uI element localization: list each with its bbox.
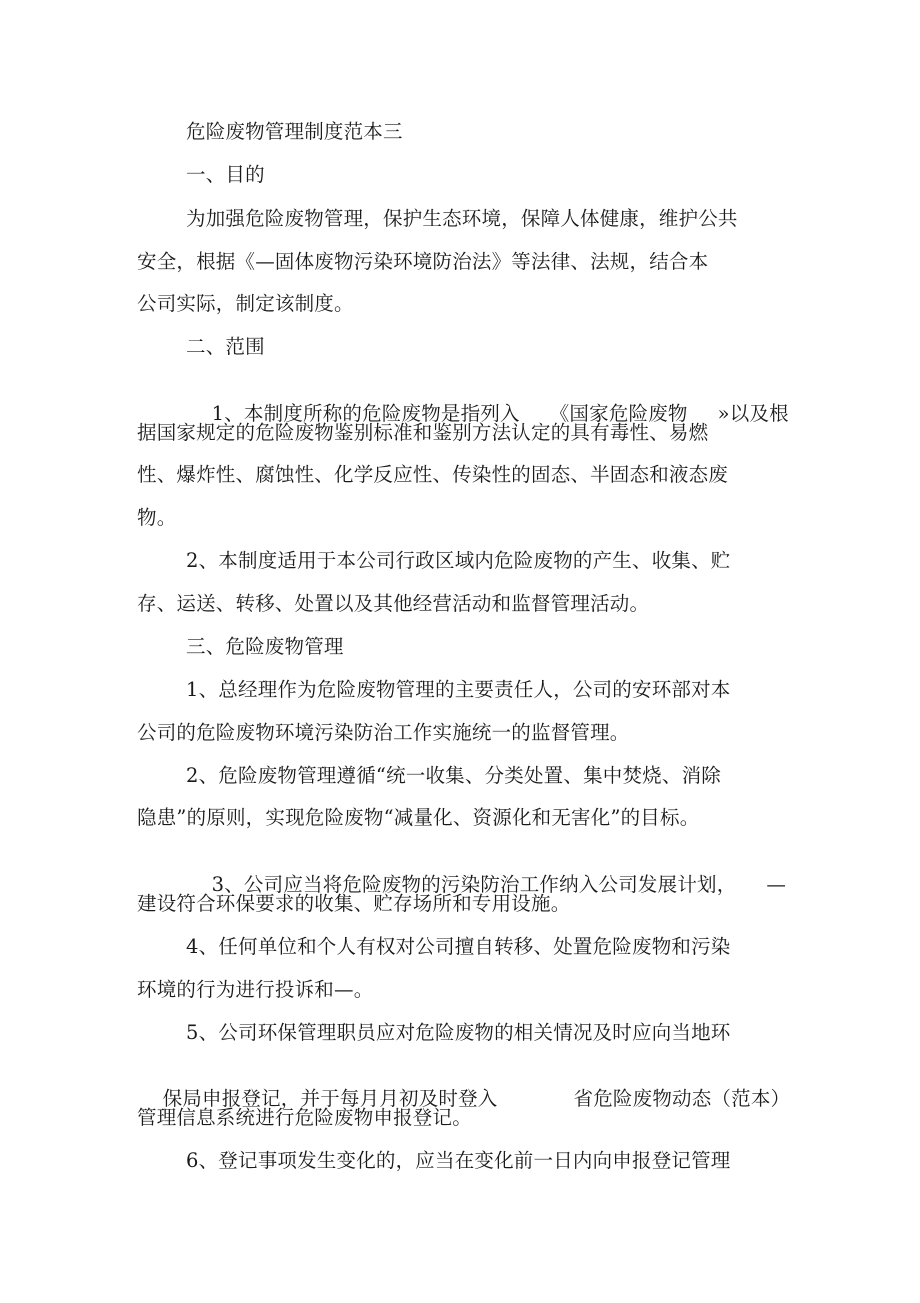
document-title: 危险废物管理制度范本三 xyxy=(186,120,403,143)
paragraph-line: 4、任何单位和个人有权对公司擅自转移、处置危险废物和污染 xyxy=(186,935,731,958)
paragraph-line: 2、本制度适用于本公司行政区域内危险废物的产生、收集、贮 xyxy=(186,549,731,572)
paragraph-line: 据国家规定的危险废物鉴别标准和鉴别方法认定的具有毒性、易燃 xyxy=(137,421,709,444)
text-segment: 《国家危险废物 xyxy=(549,402,688,425)
paragraph-line: 隐患”的原则，实现危险废物“减量化、资源化和无害化”的目标。 xyxy=(137,806,700,829)
section-heading-purpose: 一、目的 xyxy=(186,163,265,186)
paragraph-line: 5、公司环保管理职员应对危险废物的相关情况及时应向当地环 xyxy=(186,1021,731,1044)
paragraph-line: 安全，根据《—固体废物污染环境防治法》等法律、法规，结合本 xyxy=(137,250,709,273)
paragraph-line: 6、登记事项发生变化的，应当在变化前一日内向申报登记管理 xyxy=(186,1149,731,1172)
text-segment: »以及根 xyxy=(717,402,789,425)
paragraph-line: 2、危险废物管理遵循“统一收集、分类处置、集中焚烧、消除 xyxy=(186,764,721,787)
text-segment: — xyxy=(766,873,787,896)
paragraph-line: 1、总经理作为危险废物管理的主要责任人，公司的安环部对本 xyxy=(186,678,731,701)
paragraph-line: 公司实际，制定该制度。 xyxy=(137,292,354,315)
paragraph-line: 公司的危险废物环境污染防治工作实施统一的监督管理。 xyxy=(137,721,630,744)
paragraph-line: 为加强危险废物管理，保护生态环境，保障人体健康，维护公共 xyxy=(186,207,738,230)
paragraph-line: 环境的行为进行投诉和—。 xyxy=(137,978,374,1001)
section-heading-management: 三、危险废物管理 xyxy=(186,635,344,658)
text-segment: 省危险废物动态（范本） xyxy=(573,1087,791,1110)
text-segment: 3、公司应当将危险废物的污染防治工作纳入公司发展计划， xyxy=(211,873,737,896)
paragraph-line: 建设符合环保要求的收集、贮存场所和专用设施。 xyxy=(137,892,571,915)
paragraph-line: 管理信息系统进行危险废物申报登记。 xyxy=(137,1106,472,1129)
paragraph-line: 物。 xyxy=(137,506,177,529)
paragraph-line: 存、运送、转移、处置以及其他经营活动和监督管理活动。 xyxy=(137,592,650,615)
text-segment: 保局申报登记，并于每月月初及时登入 xyxy=(162,1087,498,1110)
section-heading-scope: 二、范围 xyxy=(186,335,265,358)
paragraph-line: 性、爆炸性、腐蚀性、化学反应性、传染性的固态、半固态和液态废 xyxy=(137,463,729,486)
text-segment: 1、本制度所称的危险废物是指列入 xyxy=(211,402,520,425)
